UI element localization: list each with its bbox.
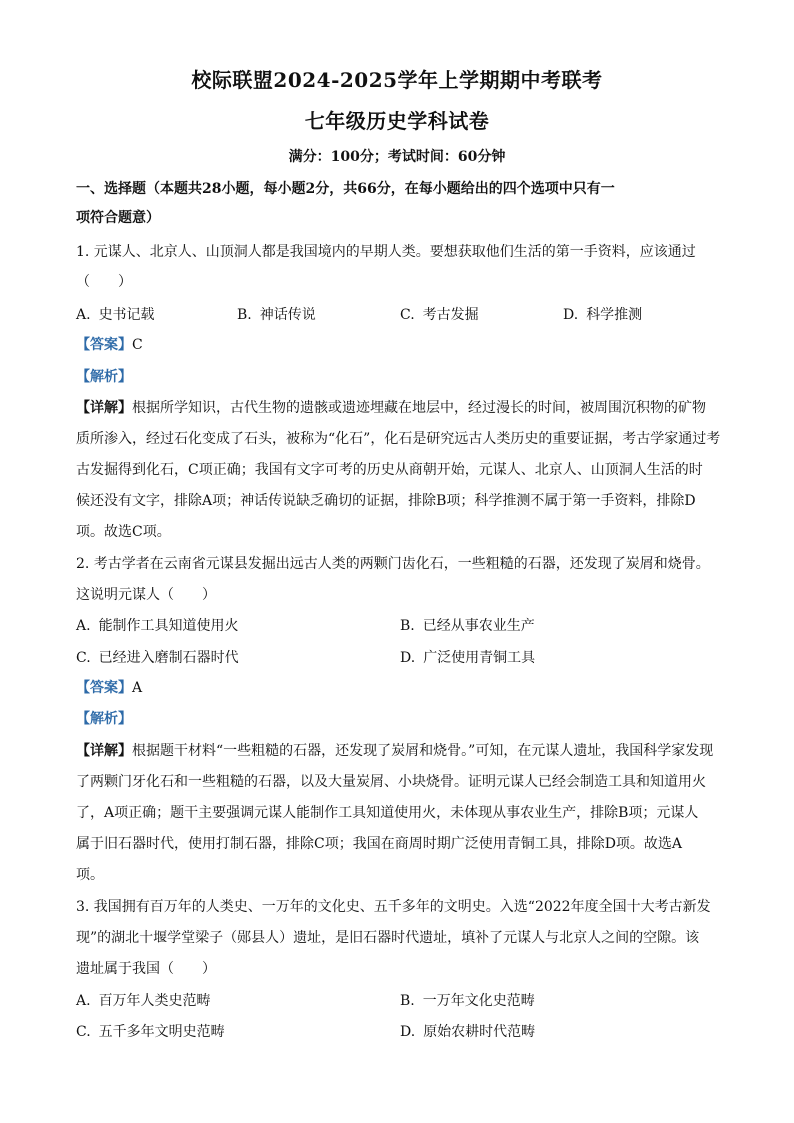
q1-detail-line-4: 候还没有文字，排除A项；神话传说缺乏确切的证据，排除B项；科学推测不属于第一手资料，排除D [76,493,696,509]
q2-detail-line-1: 【详解】根据题干材料“一些粗糙的石器，还发现了炭屑和烧骨。”可知，在元谋人遗址，我国科学家发现 [76,743,714,759]
q1-option-a: A. 史书记载 [76,307,155,323]
q1-detail-line-5: 项。故选C项。 [76,524,171,540]
q2-detail-line-3: 了，A项正确；题干主要强调元谋人能制作工具知道使用火，未体现从事农业生产，排除B项；元谋人 [76,805,699,821]
q1-detail-line-3: 古发掘得到化石，C项正确；我国有文字可考的历史从商朝开始，元谋人、北京人、山顶洞人生活的时 [76,462,703,478]
q2-detail-line-5: 项。 [76,867,104,883]
q3-option-b: B. 一万年文化史范畴 [400,993,535,1009]
q2-detail-line-4: 属于旧石器时代，使用打制石器，排除C项；我国在商周时期广泛使用青铜工具，排除D项。故选A [76,836,683,852]
q2-stem-cont: 这说明元谋人（ ） [76,587,216,603]
q1-stem-cont: （ ） [76,274,132,290]
q3-stem: 3. 我国拥有百万年的人类史、一万年的文化史、五千多年的文明史。入选“2022年度全国十大考古新发 [76,899,711,915]
q3-option-c: C. 五千多年文明史范畴 [76,1024,225,1040]
q1-stem: 1. 元谋人、北京人、山顶洞人都是我国境内的早期人类。要想获取他们生活的第一手资料，应该通过 [76,244,696,260]
q2-option-a: A. 能制作工具知道使用火 [76,618,239,634]
q3-stem-cont-1: 现”的湖北十堰学堂梁子（郧县人）遗址，是旧石器时代遗址，填补了元谋人与北京人之间的空隙。该 [76,930,700,946]
section-heading: 一、选择题（本题共28小题，每小题2分，共66分，在每小题给出的四个选项中只有一 [76,181,615,197]
q1-detail-line-2: 质所渗入，经过石化变成了石头，被称为“化石”，化石是研究远古人类历史的重要证据，考古学家通过考 [76,431,721,447]
section-heading-cont: 项符合题意） [76,210,160,226]
q1-option-c: C. 考古发掘 [400,307,479,323]
q3-option-a: A. 百万年人类史范畴 [76,993,211,1009]
q2-analysis-label: 【解析】 [76,711,132,727]
q2-option-c: C. 已经进入磨制石器时代 [76,650,239,666]
q2-option-d: D. 广泛使用青铜工具 [400,650,536,666]
q1-analysis-label: 【解析】 [76,369,132,385]
q2-detail-line-2: 了两颗门牙化石和一些粗糙的石器，以及大量炭屑、小块烧骨。证明元谋人已经会制造工具和知道用火 [76,774,706,790]
q1-option-b: B. 神话传说 [237,307,316,323]
q3-stem-cont-2: 遗址属于我国（ ） [76,961,216,977]
exam-title: 校际联盟2024-2025学年上学期期中考联考 [191,68,603,92]
exam-meta: 满分：100分；考试时间：60分钟 [288,149,506,165]
q1-answer: 【答案】C [76,337,143,353]
q3-option-d: D. 原始农耕时代范畴 [400,1024,536,1040]
q1-option-d: D. 科学推测 [563,307,643,323]
exam-subject-title: 七年级历史学科试卷 [304,109,490,133]
q2-answer: 【答案】A [76,680,143,696]
q2-option-b: B. 已经从事农业生产 [400,618,535,634]
q2-stem: 2. 考古学者在云南省元谋县发掘出远古人类的两颗门齿化石，一些粗糙的石器，还发现了炭屑和烧骨。 [76,556,710,572]
q1-detail-line-1: 【详解】根据所学知识，古代生物的遗骸或遗迹埋藏在地层中，经过漫长的时间，被周围沉积物的矿物 [76,400,706,416]
